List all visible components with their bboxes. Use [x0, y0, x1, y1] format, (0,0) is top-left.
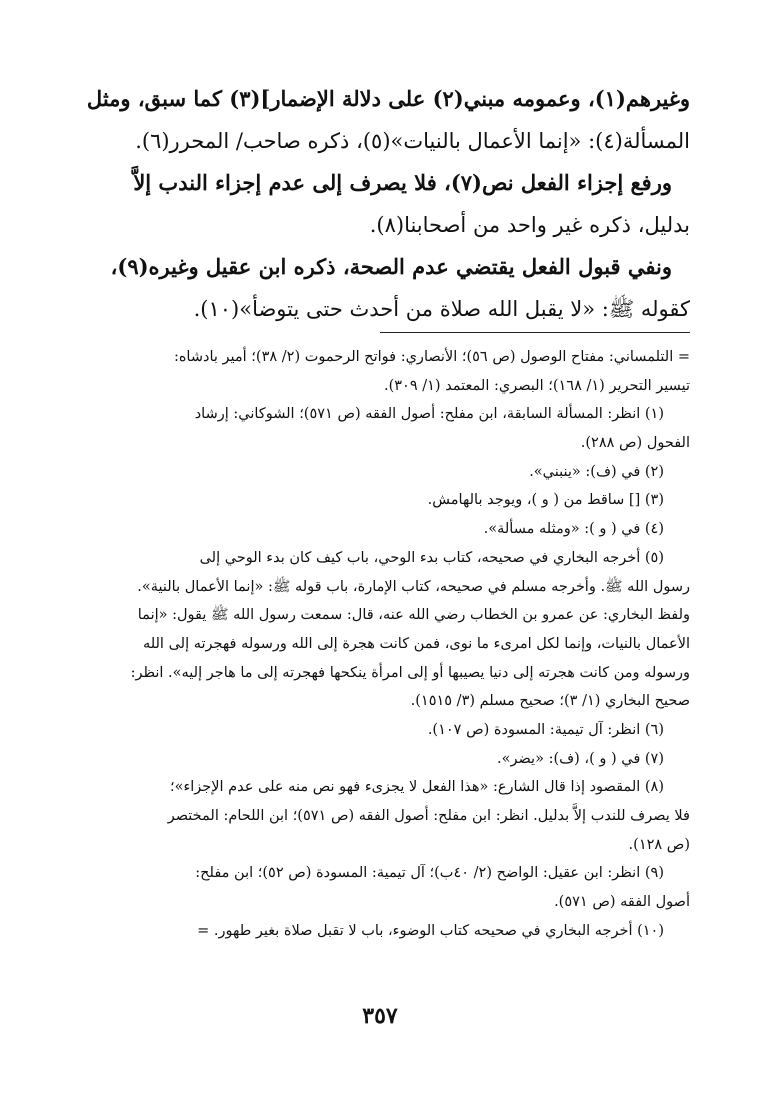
footnote-line: ولفظ البخاري: عن عمرو بن الخطاب رضي الله عنه، قال: سمعت رسول الله ﷺ يقول: «إنما [137, 607, 690, 624]
footnote-line: فلا يصرف للندب إلاَّ بدليل. انظر: ابن مفلح: أصول الفقه (ص ٥٧١)؛ ابن اللحام: المختصر [167, 808, 690, 824]
body-line: بدليل، ذكره غير واحد من أصحابنا(٨). [369, 213, 690, 237]
footnote-line: (١٠) أخرجه البخاري في صحيحه كتاب الوضوء، باب لا تقبل صلاة بغير طهور. = [197, 922, 664, 939]
body-line: كقوله ﷺ: «لا يقبل الله صلاة من أحدث حتى يتوضأ»(١٠). [193, 297, 690, 321]
footnote-line: (٧) في ( و )، (ف): «يضر». [497, 750, 664, 767]
footnote-line: (٩) انظر: ابن عقيل: الواضح (٢/ ٤٠ب)؛ آل تيمية: المسودة (ص ٥٢)؛ ابن مفلح: [195, 865, 664, 882]
footnote-line: (ص ١٢٨). [628, 836, 690, 853]
footnote-line: (٣) [] ساقط من ( و )، ويوجد بالهامش. [427, 492, 664, 509]
body-line: ونفي قبول الفعل يقتضي عدم الصحة، ذكره ابن عقيل وغيره(٩)، [110, 254, 672, 279]
footnote-line: = التلمساني: مفتاح الوصول (ص ٥٦)؛ الأنصاري: فواتح الرحموت (٢/ ٣٨)؛ أمير بادشاه: [173, 349, 690, 365]
footnote-line: (٦) انظر: آل تيمية: المسودة (ص ١٠٧). [427, 721, 664, 738]
footnote-line: (٢) في (ف): «ينبني». [529, 463, 664, 480]
main-text [70, 78, 690, 330]
footnote-line: تيسير التحرير (١/ ١٦٨)؛ البصري: المعتمد (١/ ٣٠٩). [383, 377, 690, 394]
footnotes [70, 343, 690, 945]
footnote-line: رسول الله ﷺ. وأخرجه مسلم في صحيحه، كتاب الإمارة، باب قوله ﷺ: «إنما الأعمال بالنية». [137, 578, 690, 595]
footnote-line: (٨) المقصود إذا قال الشارع: «هذا الفعل لا يجزىء فهو نص منه على عدم الإجزاء»؛ [169, 779, 664, 796]
footnote-line: ورسوله ومن كانت هجرته إلى دنيا يصيبها أو إلى امرأة ينكحها فهجرته إلى ما هاجر إليه». انظر: [130, 664, 690, 681]
body-line: وغيرهم(١)، وعمومه مبني(٢) على دلالة الإضمار](٣) كما سبق، ومثل [86, 86, 690, 111]
footnote-line: الأعمال بالنيات، وإنما لكل امرىء ما نوى، فمن كانت هجرة إلى الله ورسوله فهجرته إلى الله [142, 635, 690, 652]
footnote-line: الفحول (ص ٢٨٨). [580, 435, 690, 452]
page-number: ٣٥٧ [362, 1003, 398, 1029]
footnote-line: (٤) في ( و ): «ومثله مسألة». [483, 521, 664, 538]
footnote-line: أصول الفقه (ص ٥٧١). [554, 894, 690, 911]
footnote-divider [380, 332, 690, 333]
footnote-line: (١) انظر: المسألة السابقة، ابن مفلح: أصول الفقه (ص ٥٧١)؛ الشوكاني: إرشاد [194, 406, 664, 423]
body-line: ورفع إجزاء الفعل نص(٧)، فلا يصرف إلى عدم إجزاء الندب إلاَّ [133, 170, 672, 195]
footnote-line: (٥) أخرجه البخاري في صحيحه، كتاب بدء الوحي، باب كيف كان بدء الوحي إلى [199, 549, 664, 566]
body-line: المسألة(٤): «إنما الأعمال بالنيات»(٥)، ذكره صاحب/ المحرر(٦). [135, 129, 690, 153]
footnote-line: صحيح البخاري (١/ ٣)؛ صحيح مسلم (٣/ ١٥١٥). [410, 693, 690, 710]
